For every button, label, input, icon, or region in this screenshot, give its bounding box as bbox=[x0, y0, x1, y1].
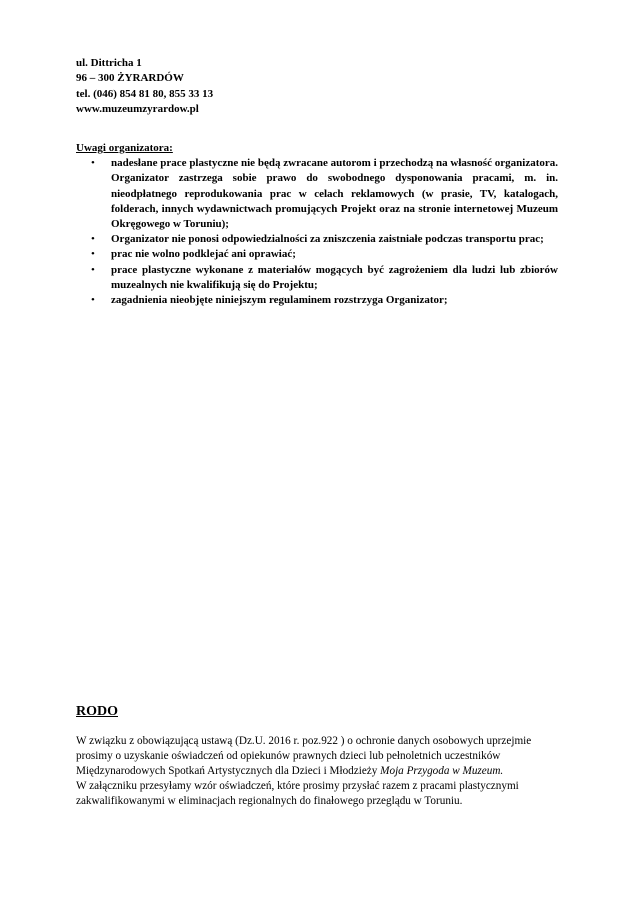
bullet-icon: • bbox=[91, 233, 95, 246]
rodo-paragraph bbox=[76, 734, 566, 809]
rodo-line-text: Międzynarodowych Spotkań Artystycznych dla Dzieci i Młodzieży bbox=[76, 764, 381, 777]
bullet-icon: • bbox=[91, 263, 95, 276]
organizer-notes bbox=[76, 141, 558, 308]
list-item-text: prace plastyczne wykonane z materiałów mogących być zagrożeniem dla ludzi lub zbiorów muzealnych nie kwalifikują się do Projektu; bbox=[111, 263, 558, 291]
address-city: 96 – 300 ŻYRARDÓW bbox=[76, 72, 184, 85]
list-item-text: nadesłane prace plastyczne nie będą zwracane autorom i przechodzą na własność organizatora. Organizator zastrzega sobie prawo do swobodnego dysponowania pracami, m. in. nieodpłatnego reprodukowania prac w celach reklamowych (w prasie, TV, katalogach, folderach, innych wydawnictwach promujących Projekt oraz na stronie internetowej Muzeum Okręgowego w Toruniu); bbox=[111, 157, 558, 231]
list-item bbox=[76, 293, 558, 308]
list-item bbox=[76, 156, 558, 232]
list-item bbox=[76, 263, 558, 293]
rodo-section bbox=[76, 704, 566, 809]
rodo-line: W związku z obowiązującą ustawą (Dz.U. 2016 r. poz.922 ) o ochronie danych osobowych uprzejmie bbox=[76, 735, 532, 747]
list-item-text: Organizator nie ponosi odpowiedzialności za zniszczenia zaistniałe podczas transportu prac; bbox=[111, 233, 544, 246]
rodo-line bbox=[76, 764, 566, 779]
bullet-icon: • bbox=[91, 157, 95, 170]
address-phone: tel. (046) 854 81 80, 855 33 13 bbox=[76, 87, 214, 100]
address-website: www.muzeumzyrardow.pl bbox=[76, 102, 199, 115]
rodo-line: W załączniku przesyłamy wzór oświadczeń, które prosimy przysłać razem z pracami plastycznymi bbox=[76, 779, 519, 792]
rodo-line: prosimy o uzyskanie oświadczeń od opiekunów prawnych dzieci lub pełnoletnich uczestników bbox=[76, 749, 501, 762]
notes-list bbox=[76, 156, 558, 308]
project-name: Moja Przygoda w Muzeum. bbox=[380, 764, 504, 777]
address-block bbox=[76, 56, 213, 117]
list-item-text: prac nie wolno podklejać ani oprawiać; bbox=[111, 248, 296, 261]
list-item bbox=[76, 232, 558, 247]
rodo-title: RODO bbox=[76, 704, 118, 719]
notes-title: Uwagi organizatora: bbox=[76, 142, 173, 154]
bullet-icon: • bbox=[91, 248, 95, 261]
list-item bbox=[76, 247, 558, 262]
list-item-text: zagadnienia nieobjęte niniejszym regulaminem rozstrzyga Organizator; bbox=[111, 294, 448, 307]
address-street: ul. Dittricha 1 bbox=[76, 57, 142, 69]
bullet-icon: • bbox=[91, 294, 95, 307]
rodo-line: zakwalifikowanymi w eliminacjach regionalnych do finałowego przeglądu w Toruniu. bbox=[76, 794, 463, 807]
